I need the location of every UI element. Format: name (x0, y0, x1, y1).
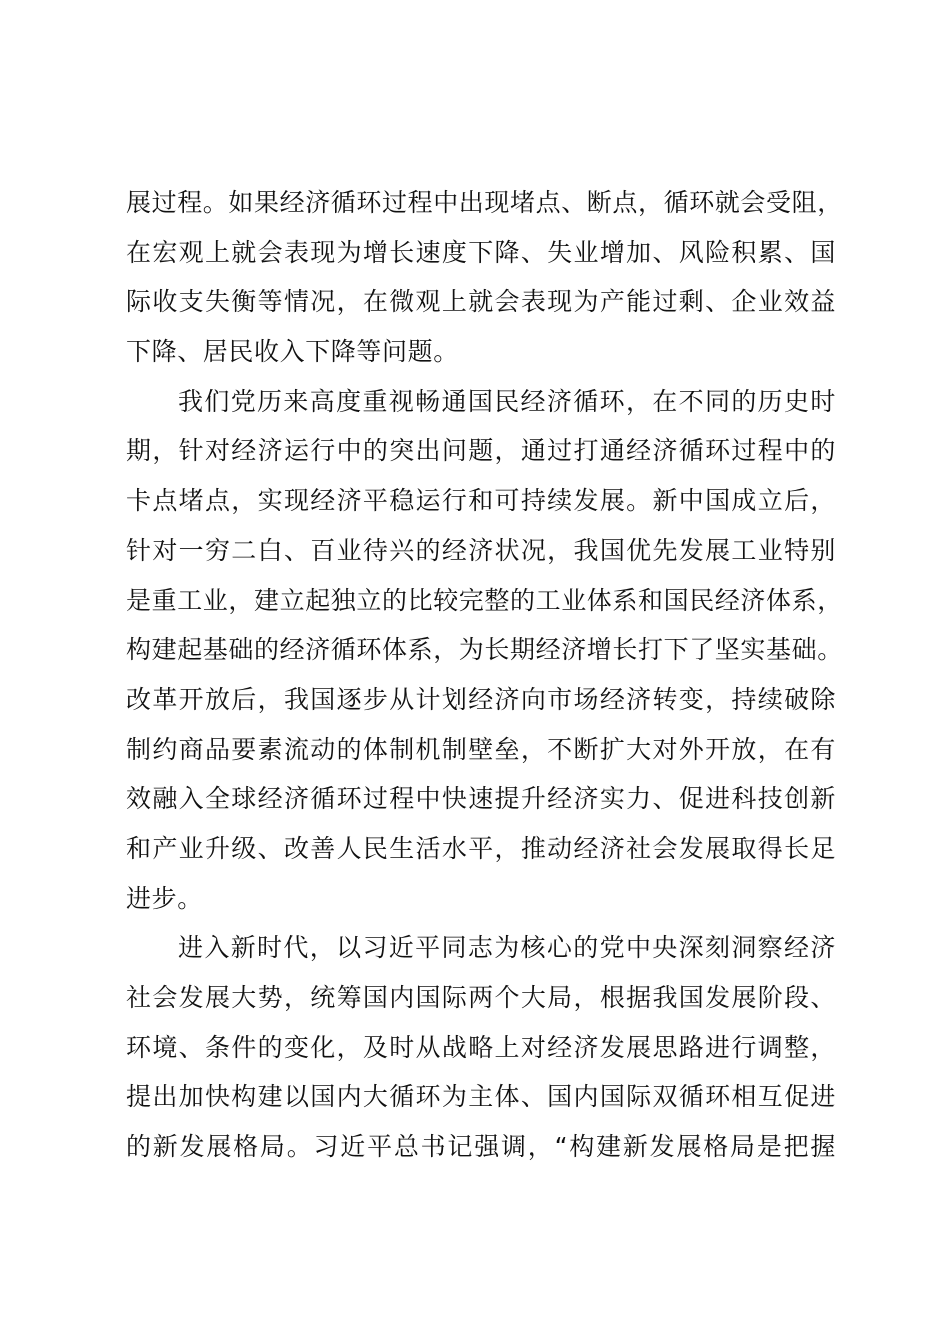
text-line: 卡点堵点，实现经济平稳运行和可持续发展。新中国成立后， (126, 486, 836, 516)
text-line: 进步。 (126, 883, 203, 913)
text-line: 进入新时代，以习近平同志为核心的党中央深刻洞察经济 (178, 933, 836, 963)
text-line: 的新发展格局。习近平总书记强调，“构建新发展格局是把握 (126, 1132, 836, 1162)
text-line: 在宏观上就会表现为增长速度下降、失业增加、风险积累、国 (126, 237, 836, 267)
text-line: 和产业升级、改善人民生活水平，推动经济社会发展取得长足 (126, 833, 836, 863)
text-line: 针对一穷二白、百业待兴的经济状况，我国优先发展工业特别 (126, 535, 836, 565)
text-line: 期，针对经济运行中的突出问题，通过打通经济循环过程中的 (126, 436, 836, 466)
text-line: 是重工业，建立起独立的比较完整的工业体系和国民经济体系， (126, 585, 843, 615)
text-line: 改革开放后，我国逐步从计划经济向市场经济转变，持续破除 (126, 684, 836, 714)
text-line: 环境、条件的变化，及时从战略上对经济发展思路进行调整， (126, 1032, 836, 1062)
text-line: 际收支失衡等情况，在微观上就会表现为产能过剩、企业效益 (126, 287, 836, 317)
text-line: 制约商品要素流动的体制机制壁垒，不断扩大对外开放，在有 (126, 734, 836, 764)
text-line: 下降、居民收入下降等问题。 (126, 337, 459, 367)
text-line: 社会发展大势，统筹国内国际两个大局，根据我国发展阶段、 (126, 983, 836, 1012)
body-text (126, 178, 843, 1172)
text-line: 构建起基础的经济循环体系，为长期经济增长打下了坚实基础。 (126, 635, 843, 665)
text-line: 效融入全球经济循环过程中快速提升经济实力、促进科技创新 (126, 784, 836, 814)
text-line: 展过程。如果经济循环过程中出现堵点、断点，循环就会受阻， (126, 188, 843, 217)
text-line: 提出加快构建以国内大循环为主体、国内国际双循环相互促进 (126, 1082, 836, 1112)
text-line: 我们党历来高度重视畅通国民经济循环，在不同的历史时 (178, 386, 836, 416)
